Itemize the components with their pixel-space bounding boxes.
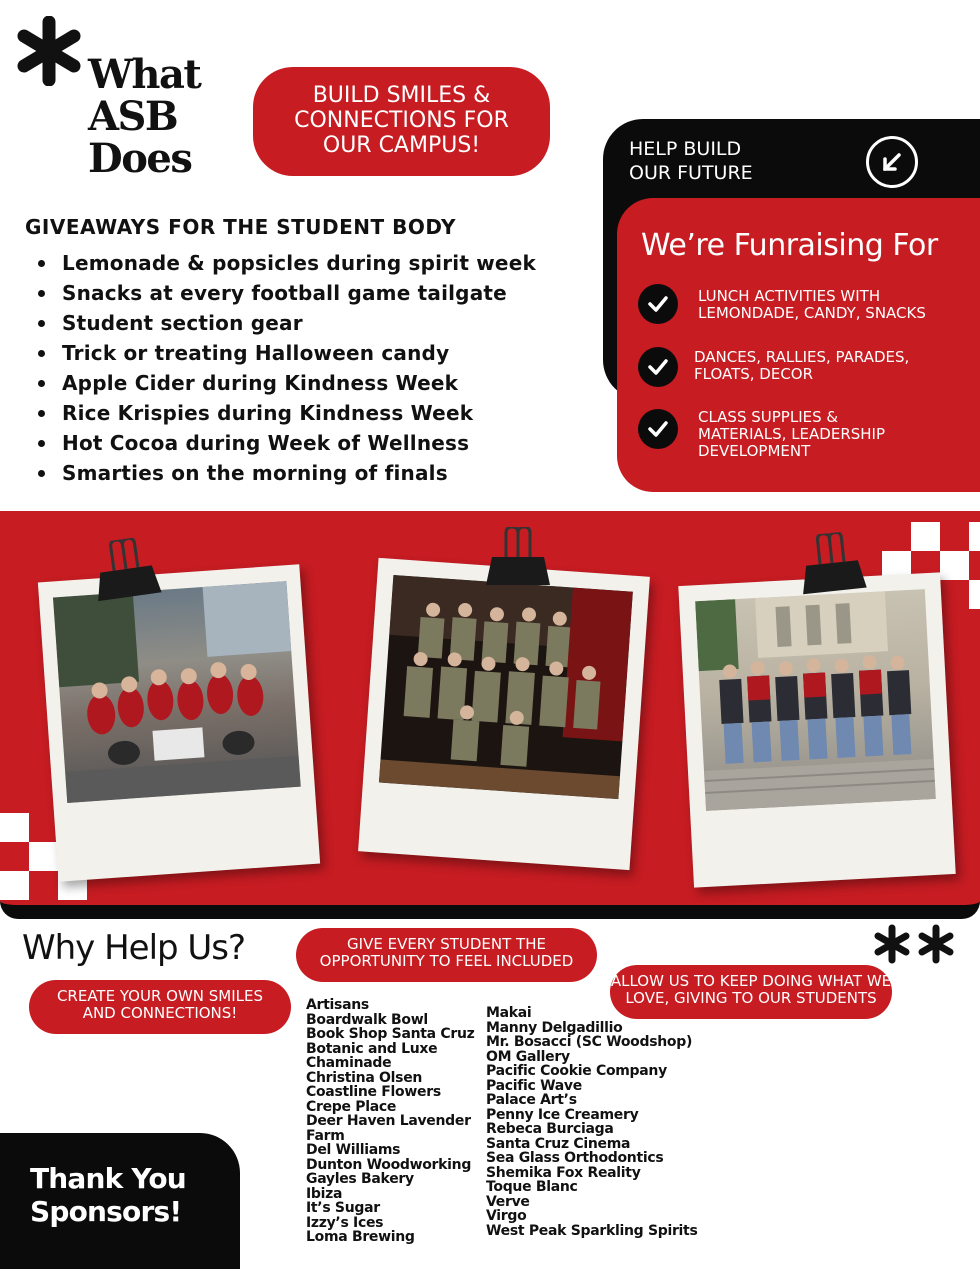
- item-line: DANCES, RALLIES, PARADES,: [694, 348, 910, 366]
- fundraising-item: [698, 409, 948, 460]
- pill-line: CREATE YOUR OWN SMILES: [56, 987, 264, 1005]
- group-photo: [695, 589, 936, 811]
- sponsor-list: [306, 998, 474, 1245]
- asterisk-icon: [14, 16, 84, 86]
- sponsor-item: Dunton Woodworking: [306, 1156, 472, 1173]
- binder-clip-icon: [88, 535, 164, 604]
- giveaways-heading: GIVEAWAYS FOR THE STUDENT BODY: [25, 215, 456, 239]
- fundraising-item: [698, 288, 948, 322]
- list-item: Lemonade & popsicles during spirit week: [38, 248, 536, 278]
- sponsor-item: Virgo: [486, 1208, 527, 1224]
- list-item: Trick or treating Halloween candy: [38, 338, 536, 368]
- sponsor-item: Makai: [486, 1005, 532, 1021]
- group-photo: [379, 575, 633, 799]
- list-item: Snacks at every football game tailgate: [38, 278, 536, 308]
- create-smiles-pill: [29, 980, 291, 1034]
- sponsor-item: Chaminade: [306, 1055, 392, 1071]
- sponsor-item: Book Shop Santa Cruz: [306, 1026, 475, 1042]
- title-line: What: [88, 51, 201, 98]
- pill-line: LOVE, GIVING TO OUR STUDENTS: [625, 989, 877, 1007]
- arrow-down-left-icon: [866, 136, 918, 188]
- sponsor-item: Farm: [306, 1127, 345, 1144]
- thank-you-sponsors: [30, 1162, 230, 1228]
- pill-line: ALLOW US TO KEEP DOING WHAT WE: [610, 972, 892, 990]
- checkmark-icon: [638, 409, 678, 449]
- sponsor-item: Artisans: [306, 997, 369, 1013]
- pill-line: OPPORTUNITY TO FEEL INCLUDED: [319, 952, 574, 970]
- sponsor-item: Crepe Place: [306, 1098, 397, 1115]
- checkmark-icon: [638, 347, 678, 387]
- polaroid-photo: [678, 572, 955, 887]
- sponsor-item: Ibiza: [306, 1185, 343, 1202]
- item-line: CLASS SUPPLIES &: [698, 408, 839, 426]
- sponsor-item: It’s Sugar: [306, 1200, 380, 1216]
- thanks-line: Thank You: [30, 1162, 186, 1195]
- sponsor-item: Mr. Bosacci (SC Woodshop): [486, 1034, 693, 1050]
- sponsor-item: Toque Blanc: [486, 1179, 578, 1195]
- sponsor-item: Gayles Bakery: [306, 1171, 414, 1187]
- banner-line: BUILD SMILES &: [312, 83, 491, 108]
- sponsor-item: Christina Olsen: [306, 1069, 423, 1086]
- list-item: Apple Cider during Kindness Week: [38, 368, 536, 398]
- sponsor-item: Izzy’s Ices: [306, 1214, 384, 1231]
- help-line: OUR FUTURE: [629, 162, 753, 184]
- polaroid-photo: [38, 564, 320, 882]
- sponsor-item: Del Williams: [306, 1142, 401, 1158]
- help-build-label: [629, 137, 829, 185]
- sponsor-item: Pacific Cookie Company: [486, 1063, 667, 1079]
- binder-clip-icon: [484, 527, 552, 587]
- sponsor-item: Loma Brewing: [306, 1229, 415, 1245]
- item-line: LEMONDADE, CANDY, SNACKS: [698, 304, 926, 322]
- sponsor-item: Sea Glass Orthodontics: [486, 1150, 664, 1166]
- include-students-pill: [296, 928, 597, 982]
- item-line: DEVELOPMENT: [698, 442, 811, 460]
- sponsor-item: Deer Haven Lavender: [306, 1113, 471, 1129]
- double-asterisk-icon: [872, 924, 956, 964]
- binder-clip-icon: [795, 530, 869, 597]
- sponsor-item: Penny Ice Creamery: [486, 1106, 639, 1123]
- list-item: Hot Cocoa during Week of Wellness: [38, 428, 536, 458]
- fundraising-title: We’re Funraising For: [641, 228, 938, 263]
- list-item: Smarties on the morning of finals: [38, 458, 536, 488]
- group-photo: [53, 581, 301, 803]
- list-item: Rice Krispies during Kindness Week: [38, 398, 536, 428]
- sponsor-item: OM Gallery: [486, 1048, 570, 1065]
- sponsor-item: Pacific Wave: [486, 1077, 582, 1094]
- sponsor-item: Shemika Fox Reality: [486, 1164, 641, 1181]
- giveaways-list: [38, 248, 536, 488]
- sponsor-item: Santa Cruz Cinema: [486, 1135, 631, 1152]
- banner-line: CONNECTIONS FOR: [294, 108, 509, 133]
- sponsor-item: West Peak Sparkling Spirits: [486, 1222, 698, 1239]
- title-line: Does: [88, 135, 192, 182]
- item-line: LUNCH ACTIVITIES WITH: [698, 287, 881, 305]
- title-line: ASB: [88, 93, 178, 140]
- sponsor-item: Rebeca Burciaga: [486, 1121, 614, 1137]
- sponsor-item: Palace Art’s: [486, 1092, 577, 1108]
- build-smiles-banner: [253, 67, 550, 176]
- sponsor-item: Botanic and Luxe: [306, 1040, 438, 1057]
- sponsor-list: [486, 1006, 697, 1238]
- fundraising-item: [694, 349, 944, 383]
- banner-line: OUR CAMPUS!: [322, 133, 481, 158]
- photo-band: [0, 511, 980, 919]
- why-help-heading: Why Help Us?: [22, 928, 246, 968]
- polaroid-photo: [358, 558, 650, 870]
- sponsor-item: Verve: [486, 1193, 530, 1210]
- item-line: MATERIALS, LEADERSHIP: [698, 425, 886, 443]
- pill-line: AND CONNECTIONS!: [82, 1004, 238, 1022]
- item-line: FLOATS, DECOR: [694, 365, 814, 383]
- sponsor-item: Boardwalk Bowl: [306, 1011, 428, 1028]
- help-line: HELP BUILD: [629, 138, 742, 160]
- checkmark-icon: [638, 284, 678, 324]
- list-item: Student section gear: [38, 308, 536, 338]
- sponsor-item: Manny Delgadillio: [486, 1019, 623, 1036]
- page-title: [88, 51, 258, 182]
- thanks-line: Sponsors!: [30, 1195, 182, 1228]
- sponsor-item: Coastline Flowers: [306, 1084, 441, 1100]
- pill-line: GIVE EVERY STUDENT THE: [347, 935, 546, 953]
